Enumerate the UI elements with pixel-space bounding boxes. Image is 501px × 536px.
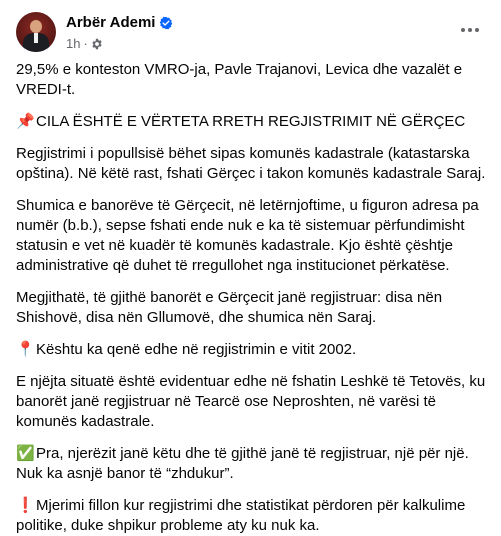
author-name-row: [66, 14, 173, 31]
post-paragraph-9: ❗Mjerimi fillon kur regjistrimi dhe statistikat përdoren për kalkulime politike, duke shpikur probleme aty ku nuk ka.: [16, 497, 466, 534]
post-paragraph-8: ✅Pra, njerëzit janë këtu dhe të gjithë janë të regjistruar, një për një. Nuk ka asnjë banor të “zhdukur”.: [16, 445, 469, 482]
more-dot-icon: [461, 28, 465, 32]
meta-separator: ·: [83, 36, 88, 51]
exclamation-icon: ❗: [16, 497, 35, 514]
author-avatar[interactable]: [16, 12, 56, 52]
post-paragraph-6: 📍Kështu ka qenë edhe në regjistrimin e vitit 2002.: [16, 341, 357, 358]
post-content: [16, 60, 487, 536]
pushpin-icon: 📌: [16, 113, 35, 130]
post-paragraph-2: 📌CILA ËSHTË E VËRTETA RRETH REGJISTRIMIT NË GËRÇEC: [16, 113, 466, 130]
post-header: [16, 8, 489, 54]
verified-badge-icon: [159, 16, 173, 30]
post-time[interactable]: 1h: [66, 36, 81, 51]
post-paragraph-5: Megjithatë, të gjithë banorët e Gërçecit janë regjistruar: disa nën Shishovë, disa nën Gllumovë, dhe shumica nën Saraj.: [16, 289, 443, 326]
more-dot-icon: [468, 28, 472, 32]
gear-icon[interactable]: [91, 38, 103, 50]
check-mark-icon: ✅: [16, 445, 35, 462]
post-paragraph-1: 29,5% e konteston VMRO-ja, Pavle Trajanovi, Levica dhe vazalët e VREDI-t.: [16, 61, 463, 98]
author-name[interactable]: Arbër Ademi: [66, 14, 156, 31]
more-dot-icon: [475, 28, 479, 32]
post-meta: [66, 36, 103, 51]
round-pushpin-icon: 📍: [16, 341, 35, 358]
post-paragraph-3: Regjistrimi i popullsisë bëhet sipas komunës kadastrale (katastarska opština). Në këtë rast, fshati Gërçec i takon komunës kadastrale Saraj.: [16, 145, 486, 182]
more-options-button[interactable]: [457, 22, 483, 38]
post-paragraph-4: Shumica e banorëve të Gërçecit, në letërnjoftime, u figuron adresa pa numër (b.b.), sepse fshati ende nuk e ka të sistemuar përfundimisht statusin e vet në kuadër të komunës kadastrale. Kjo është çështje administrative që duhet të rregullohet nga institucionet përkatëse.: [16, 197, 479, 274]
post-paragraph-7: E njëjta situatë është evidentuar edhe në fshatin Leshkë të Tetovës, ku banorët janë regjistruar në Tearcë ose Neproshten, në varësi të komunës kadastrale.: [16, 373, 486, 430]
